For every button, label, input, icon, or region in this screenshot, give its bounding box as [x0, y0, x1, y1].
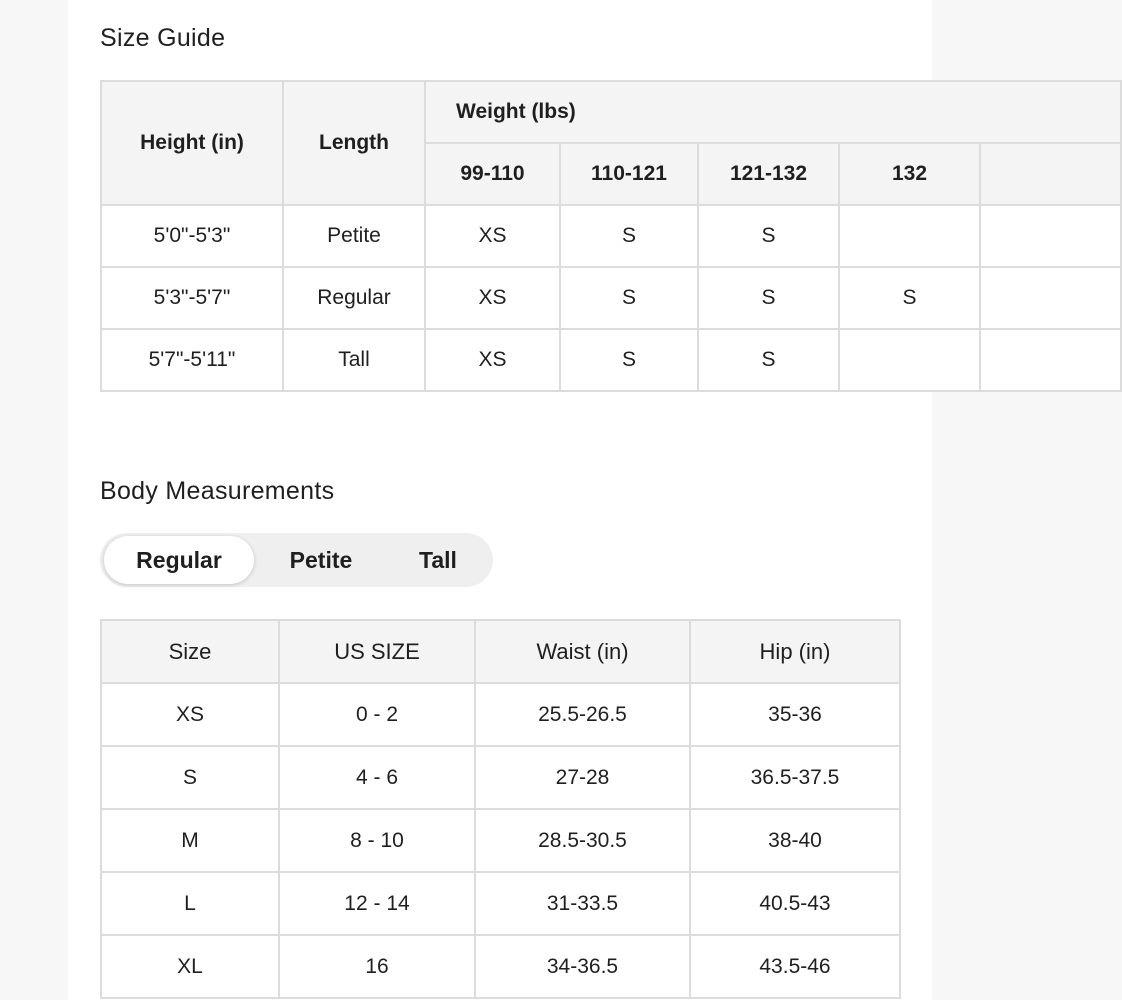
size-guide-table	[100, 80, 1122, 392]
size-cell: M	[101, 809, 279, 872]
hip-cell: 35-36	[690, 683, 900, 746]
hip-cell: 43.5-46	[690, 935, 900, 998]
us-size-column-header: US SIZE	[279, 620, 475, 683]
weight-range-header: 132	[839, 143, 980, 205]
size-cell: XS	[425, 267, 560, 329]
height-cell: 5'3"-5'7"	[101, 267, 283, 329]
size-cell: XL	[101, 935, 279, 998]
us-size-cell: 8 - 10	[279, 809, 475, 872]
us-size-cell: 16	[279, 935, 475, 998]
hip-cell: 38-40	[690, 809, 900, 872]
table-row	[101, 746, 900, 809]
size-guide-title: Size Guide	[100, 24, 226, 52]
table-row	[101, 205, 1121, 267]
tab-petite[interactable]: Petite	[289, 547, 353, 573]
weight-range-header: 110-121	[560, 143, 698, 205]
table-row	[101, 872, 900, 935]
size-cell: XS	[425, 329, 560, 391]
length-cell: Tall	[283, 329, 425, 391]
size-cell	[980, 329, 1121, 391]
size-cell: S	[698, 267, 839, 329]
size-cell: S	[560, 329, 698, 391]
length-cell: Petite	[283, 205, 425, 267]
weight-range-header	[980, 143, 1121, 205]
waist-cell: 31-33.5	[475, 872, 690, 935]
size-column-header: Size	[101, 620, 279, 683]
table-row	[101, 935, 900, 998]
size-cell: XS	[425, 205, 560, 267]
us-size-cell: 12 - 14	[279, 872, 475, 935]
fit-segmented-control	[100, 533, 493, 587]
body-measurements-table-container	[100, 619, 899, 999]
size-cell	[839, 205, 980, 267]
size-cell: XS	[101, 683, 279, 746]
size-cell: S	[101, 746, 279, 809]
length-column-header: Length	[283, 81, 425, 205]
waist-cell: 28.5-30.5	[475, 809, 690, 872]
table-row	[101, 267, 1121, 329]
table-row	[101, 683, 900, 746]
height-cell: 5'7"-5'11"	[101, 329, 283, 391]
weight-range-header: 99-110	[425, 143, 560, 205]
hip-column-header: Hip (in)	[690, 620, 900, 683]
hip-cell: 40.5-43	[690, 872, 900, 935]
us-size-cell: 4 - 6	[279, 746, 475, 809]
size-cell: S	[839, 267, 980, 329]
size-cell	[839, 329, 980, 391]
size-guide-table-container[interactable]	[100, 80, 928, 396]
height-cell: 5'0"-5'3"	[101, 205, 283, 267]
waist-cell: 25.5-26.5	[475, 683, 690, 746]
length-cell: Regular	[283, 267, 425, 329]
tab-regular[interactable]: Regular	[104, 536, 254, 584]
height-column-header: Height (in)	[101, 81, 283, 205]
us-size-cell: 0 - 2	[279, 683, 475, 746]
body-measurements-title: Body Measurements	[100, 477, 335, 505]
tab-tall[interactable]: Tall	[419, 547, 457, 573]
waist-cell: 27-28	[475, 746, 690, 809]
table-row	[101, 329, 1121, 391]
size-cell: S	[560, 205, 698, 267]
waist-cell: 34-36.5	[475, 935, 690, 998]
size-cell: S	[698, 205, 839, 267]
weight-column-header: Weight (lbs)	[425, 81, 1121, 143]
size-cell: L	[101, 872, 279, 935]
size-cell	[980, 267, 1121, 329]
waist-column-header: Waist (in)	[475, 620, 690, 683]
size-cell: S	[698, 329, 839, 391]
weight-range-header: 121-132	[698, 143, 839, 205]
body-measurements-table	[100, 619, 901, 999]
hip-cell: 36.5-37.5	[690, 746, 900, 809]
table-row	[101, 809, 900, 872]
size-cell	[980, 205, 1121, 267]
size-cell: S	[560, 267, 698, 329]
